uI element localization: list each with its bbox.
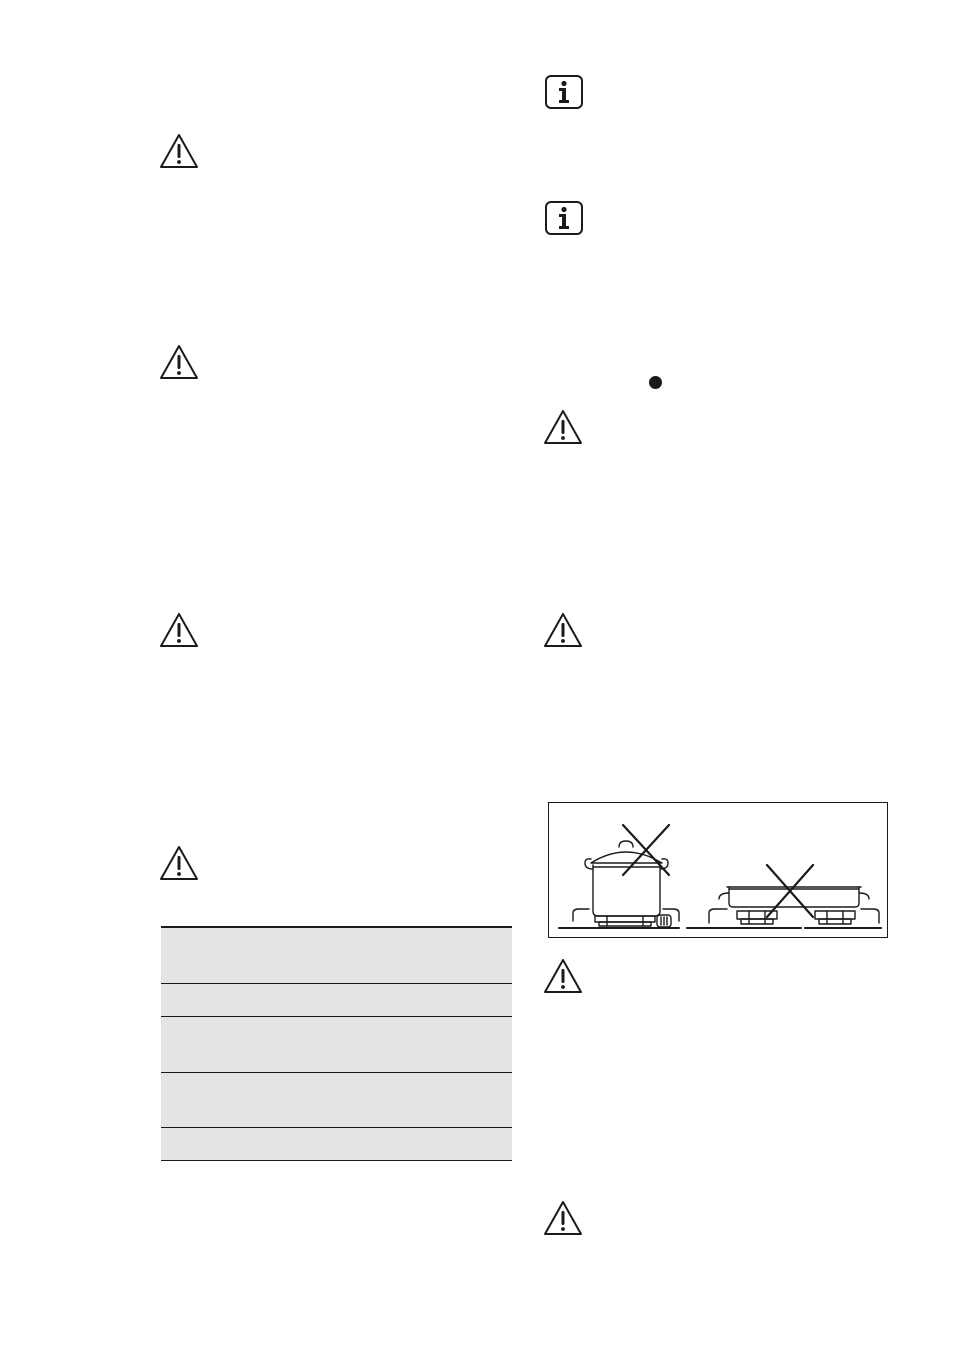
table-row [161, 984, 512, 1017]
table-row [161, 1128, 512, 1161]
table-row [161, 1073, 512, 1128]
wide-pan-over-two-burners-crossed [687, 887, 881, 928]
data-table [161, 926, 512, 1161]
warning-triangle-icon [159, 612, 199, 648]
pan-placement-drawing [549, 803, 887, 937]
warning-triangle-icon [543, 958, 583, 994]
info-icon [544, 200, 584, 236]
table-row [161, 926, 512, 984]
warning-triangle-icon [543, 612, 583, 648]
warning-triangle-icon [159, 344, 199, 380]
bullet-dot-icon [649, 376, 662, 389]
warning-triangle-icon [543, 409, 583, 445]
warning-triangle-icon [543, 1200, 583, 1236]
tall-pot-crossed [559, 841, 679, 928]
warning-triangle-icon [159, 133, 199, 169]
incorrect-pan-placement-illustration [548, 802, 888, 938]
table-row [161, 1017, 512, 1073]
warning-triangle-icon [159, 845, 199, 881]
info-icon [544, 74, 584, 110]
